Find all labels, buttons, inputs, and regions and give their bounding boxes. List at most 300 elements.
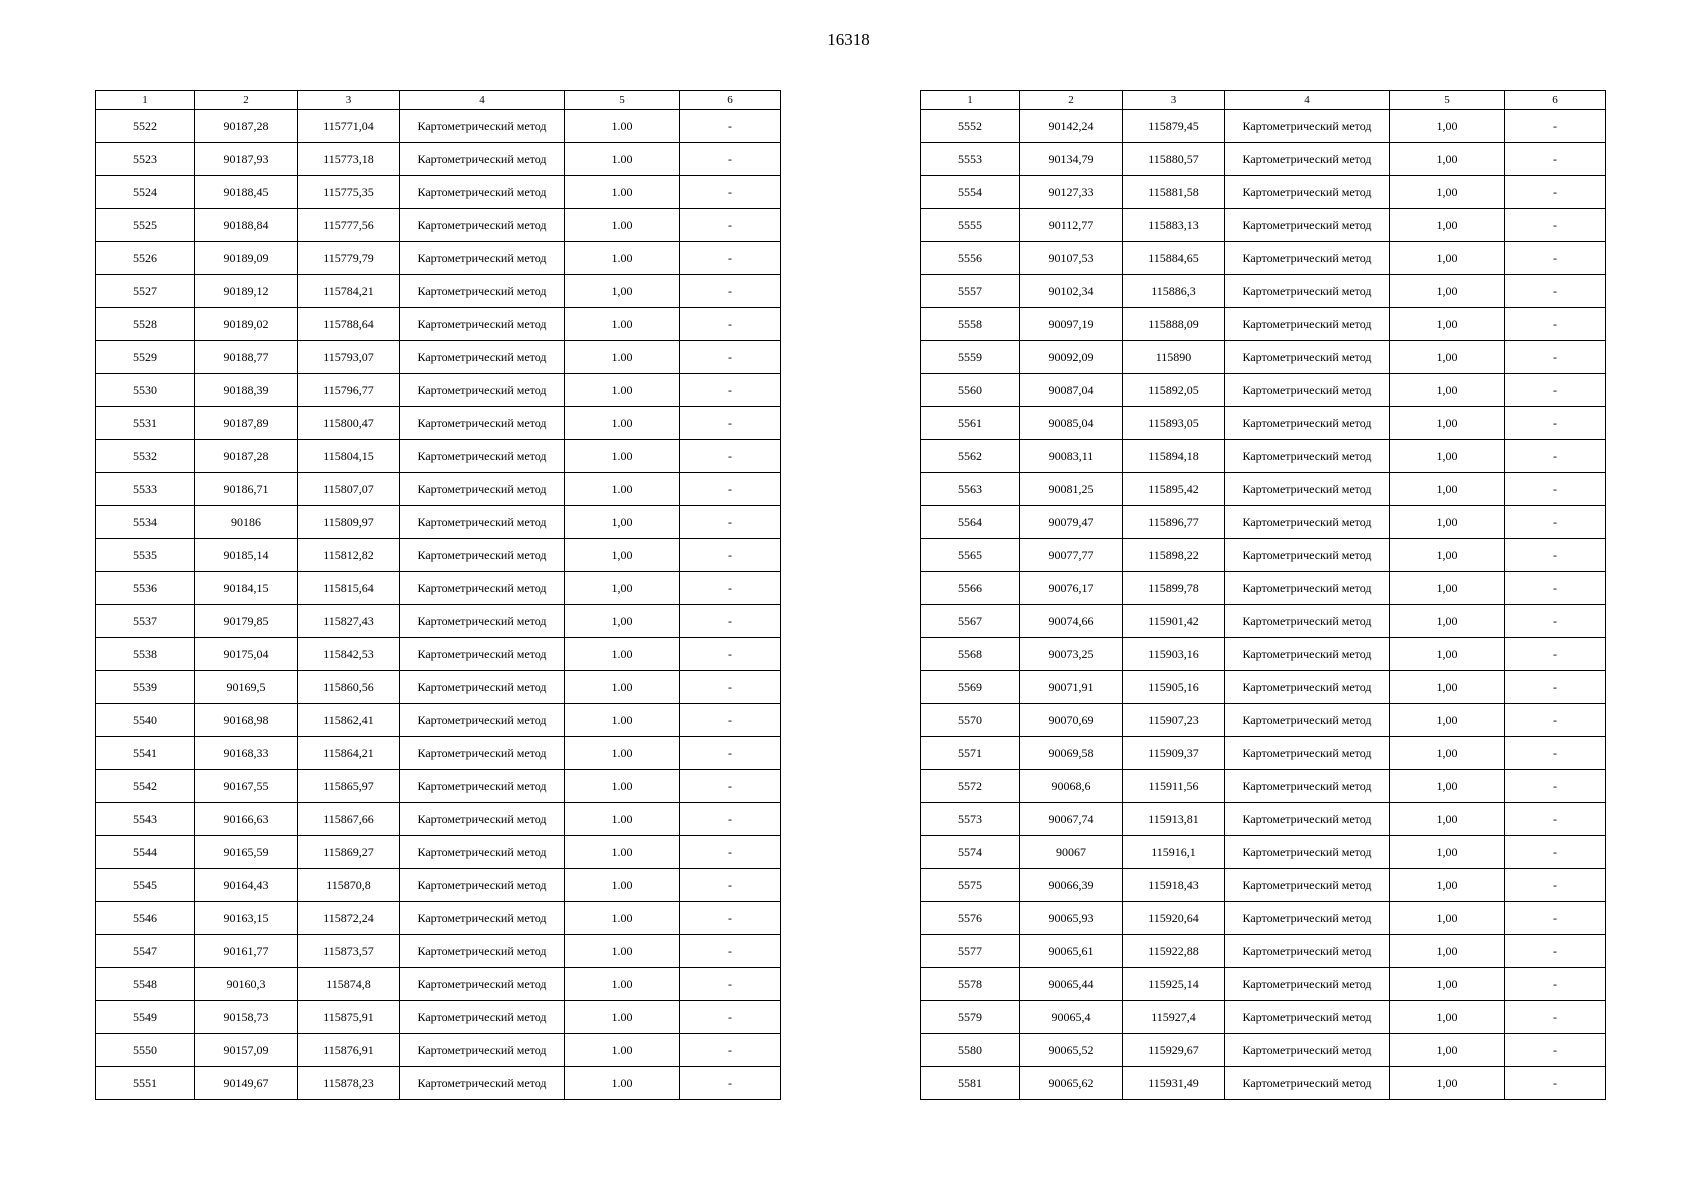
point-number-cell: 5522 bbox=[96, 110, 195, 143]
accuracy-cell: 1,00 bbox=[1390, 407, 1505, 440]
accuracy-cell: 1,00 bbox=[565, 605, 680, 638]
table-row bbox=[96, 605, 781, 638]
method-cell: Картометрический метод bbox=[1225, 638, 1390, 671]
accuracy-cell: 1,00 bbox=[1390, 572, 1505, 605]
accuracy-cell: 1.00 bbox=[565, 209, 680, 242]
table-row bbox=[921, 737, 1606, 770]
note-cell: - bbox=[1505, 308, 1606, 341]
y-coordinate-cell: 115784,21 bbox=[298, 275, 400, 308]
point-number-cell: 5529 bbox=[96, 341, 195, 374]
note-cell: - bbox=[680, 737, 781, 770]
table-row bbox=[96, 902, 781, 935]
point-number-cell: 5548 bbox=[96, 968, 195, 1001]
point-number-cell: 5532 bbox=[96, 440, 195, 473]
note-cell: - bbox=[680, 407, 781, 440]
table-row bbox=[96, 374, 781, 407]
table-row bbox=[96, 935, 781, 968]
accuracy-cell: 1,00 bbox=[1390, 341, 1505, 374]
table-row bbox=[921, 671, 1606, 704]
x-coordinate-cell: 90074,66 bbox=[1020, 605, 1123, 638]
x-coordinate-cell: 90142,24 bbox=[1020, 110, 1123, 143]
x-coordinate-cell: 90071,91 bbox=[1020, 671, 1123, 704]
point-number-cell: 5569 bbox=[921, 671, 1020, 704]
x-coordinate-cell: 90076,17 bbox=[1020, 572, 1123, 605]
note-cell: - bbox=[680, 209, 781, 242]
note-cell: - bbox=[680, 902, 781, 935]
accuracy-cell: 1.00 bbox=[565, 242, 680, 275]
point-number-cell: 5546 bbox=[96, 902, 195, 935]
note-cell: - bbox=[680, 110, 781, 143]
y-coordinate-cell: 115862,41 bbox=[298, 704, 400, 737]
y-coordinate-cell: 115892,05 bbox=[1123, 374, 1225, 407]
note-cell: - bbox=[1505, 869, 1606, 902]
x-coordinate-cell: 90168,98 bbox=[195, 704, 298, 737]
column-header: 6 bbox=[1505, 91, 1606, 110]
note-cell: - bbox=[680, 704, 781, 737]
table-row bbox=[921, 638, 1606, 671]
accuracy-cell: 1,00 bbox=[1390, 143, 1505, 176]
y-coordinate-cell: 115901,42 bbox=[1123, 605, 1225, 638]
method-cell: Картометрический метод bbox=[1225, 770, 1390, 803]
y-coordinate-cell: 115807,07 bbox=[298, 473, 400, 506]
note-cell: - bbox=[680, 869, 781, 902]
note-cell: - bbox=[1505, 1001, 1606, 1034]
method-cell: Картометрический метод bbox=[1225, 1001, 1390, 1034]
accuracy-cell: 1,00 bbox=[1390, 836, 1505, 869]
table-row bbox=[921, 1034, 1606, 1067]
point-number-cell: 5560 bbox=[921, 374, 1020, 407]
x-coordinate-cell: 90092,09 bbox=[1020, 341, 1123, 374]
x-coordinate-cell: 90127,33 bbox=[1020, 176, 1123, 209]
x-coordinate-cell: 90112,77 bbox=[1020, 209, 1123, 242]
table-row bbox=[921, 803, 1606, 836]
point-number-cell: 5534 bbox=[96, 506, 195, 539]
y-coordinate-cell: 115896,77 bbox=[1123, 506, 1225, 539]
x-coordinate-cell: 90163,15 bbox=[195, 902, 298, 935]
note-cell: - bbox=[1505, 803, 1606, 836]
x-coordinate-cell: 90189,09 bbox=[195, 242, 298, 275]
y-coordinate-cell: 115771,04 bbox=[298, 110, 400, 143]
accuracy-cell: 1.00 bbox=[565, 407, 680, 440]
note-cell: - bbox=[680, 1067, 781, 1100]
table-row bbox=[96, 770, 781, 803]
method-cell: Картометрический метод bbox=[400, 1034, 565, 1067]
accuracy-cell: 1.00 bbox=[565, 1034, 680, 1067]
table-row bbox=[921, 440, 1606, 473]
accuracy-cell: 1,00 bbox=[1390, 539, 1505, 572]
x-coordinate-cell: 90149,67 bbox=[195, 1067, 298, 1100]
method-cell: Картометрический метод bbox=[400, 275, 565, 308]
point-number-cell: 5566 bbox=[921, 572, 1020, 605]
accuracy-cell: 1,00 bbox=[1390, 275, 1505, 308]
accuracy-cell: 1,00 bbox=[565, 506, 680, 539]
x-coordinate-cell: 90085,04 bbox=[1020, 407, 1123, 440]
x-coordinate-cell: 90102,34 bbox=[1020, 275, 1123, 308]
y-coordinate-cell: 115777,56 bbox=[298, 209, 400, 242]
method-cell: Картометрический метод bbox=[400, 473, 565, 506]
method-cell: Картометрический метод bbox=[1225, 374, 1390, 407]
accuracy-cell: 1.00 bbox=[565, 968, 680, 1001]
y-coordinate-cell: 115920,64 bbox=[1123, 902, 1225, 935]
method-cell: Картометрический метод bbox=[400, 407, 565, 440]
y-coordinate-cell: 115879,45 bbox=[1123, 110, 1225, 143]
method-cell: Картометрический метод bbox=[400, 110, 565, 143]
accuracy-cell: 1.00 bbox=[565, 308, 680, 341]
table-row bbox=[96, 737, 781, 770]
note-cell: - bbox=[1505, 671, 1606, 704]
table-row bbox=[921, 143, 1606, 176]
point-number-cell: 5536 bbox=[96, 572, 195, 605]
point-number-cell: 5574 bbox=[921, 836, 1020, 869]
method-cell: Картометрический метод bbox=[1225, 143, 1390, 176]
method-cell: Картометрический метод bbox=[1225, 506, 1390, 539]
accuracy-cell: 1,00 bbox=[1390, 1034, 1505, 1067]
point-number-cell: 5568 bbox=[921, 638, 1020, 671]
x-coordinate-cell: 90097,19 bbox=[1020, 308, 1123, 341]
note-cell: - bbox=[680, 770, 781, 803]
x-coordinate-cell: 90186 bbox=[195, 506, 298, 539]
method-cell: Картометрический метод bbox=[400, 968, 565, 1001]
x-coordinate-cell: 90175,04 bbox=[195, 638, 298, 671]
note-cell: - bbox=[680, 1001, 781, 1034]
method-cell: Картометрический метод bbox=[400, 308, 565, 341]
x-coordinate-cell: 90077,77 bbox=[1020, 539, 1123, 572]
x-coordinate-cell: 90188,39 bbox=[195, 374, 298, 407]
x-coordinate-cell: 90189,02 bbox=[195, 308, 298, 341]
accuracy-cell: 1,00 bbox=[1390, 242, 1505, 275]
point-number-cell: 5535 bbox=[96, 539, 195, 572]
column-header: 6 bbox=[680, 91, 781, 110]
accuracy-cell: 1,00 bbox=[1390, 935, 1505, 968]
header-row bbox=[96, 91, 781, 110]
accuracy-cell: 1.00 bbox=[565, 803, 680, 836]
point-number-cell: 5558 bbox=[921, 308, 1020, 341]
method-cell: Картометрический метод bbox=[400, 1001, 565, 1034]
method-cell: Картометрический метод bbox=[400, 836, 565, 869]
point-number-cell: 5564 bbox=[921, 506, 1020, 539]
point-number-cell: 5559 bbox=[921, 341, 1020, 374]
y-coordinate-cell: 115931,49 bbox=[1123, 1067, 1225, 1100]
accuracy-cell: 1.00 bbox=[565, 902, 680, 935]
note-cell: - bbox=[680, 143, 781, 176]
note-cell: - bbox=[1505, 704, 1606, 737]
point-number-cell: 5544 bbox=[96, 836, 195, 869]
method-cell: Картометрический метод bbox=[400, 737, 565, 770]
y-coordinate-cell: 115873,57 bbox=[298, 935, 400, 968]
note-cell: - bbox=[1505, 935, 1606, 968]
x-coordinate-cell: 90079,47 bbox=[1020, 506, 1123, 539]
point-number-cell: 5553 bbox=[921, 143, 1020, 176]
x-coordinate-cell: 90179,85 bbox=[195, 605, 298, 638]
y-coordinate-cell: 115893,05 bbox=[1123, 407, 1225, 440]
method-cell: Картометрический метод bbox=[400, 935, 565, 968]
point-number-cell: 5554 bbox=[921, 176, 1020, 209]
header-row bbox=[921, 91, 1606, 110]
note-cell: - bbox=[1505, 506, 1606, 539]
table-row bbox=[96, 407, 781, 440]
method-cell: Картометрический метод bbox=[400, 638, 565, 671]
y-coordinate-cell: 115865,97 bbox=[298, 770, 400, 803]
point-number-cell: 5525 bbox=[96, 209, 195, 242]
table-row bbox=[96, 671, 781, 704]
accuracy-cell: 1.00 bbox=[565, 143, 680, 176]
accuracy-cell: 1.00 bbox=[565, 176, 680, 209]
table-row bbox=[96, 539, 781, 572]
accuracy-cell: 1,00 bbox=[1390, 209, 1505, 242]
x-coordinate-cell: 90065,62 bbox=[1020, 1067, 1123, 1100]
table-row bbox=[96, 176, 781, 209]
y-coordinate-cell: 115793,07 bbox=[298, 341, 400, 374]
x-coordinate-cell: 90166,63 bbox=[195, 803, 298, 836]
point-number-cell: 5539 bbox=[96, 671, 195, 704]
x-coordinate-cell: 90157,09 bbox=[195, 1034, 298, 1067]
y-coordinate-cell: 115800,47 bbox=[298, 407, 400, 440]
table-row bbox=[921, 902, 1606, 935]
note-cell: - bbox=[1505, 374, 1606, 407]
y-coordinate-cell: 115860,56 bbox=[298, 671, 400, 704]
accuracy-cell: 1,00 bbox=[1390, 671, 1505, 704]
table-row bbox=[96, 143, 781, 176]
point-number-cell: 5531 bbox=[96, 407, 195, 440]
x-coordinate-cell: 90065,52 bbox=[1020, 1034, 1123, 1067]
table-row bbox=[921, 770, 1606, 803]
point-number-cell: 5570 bbox=[921, 704, 1020, 737]
accuracy-cell: 1.00 bbox=[565, 935, 680, 968]
point-number-cell: 5538 bbox=[96, 638, 195, 671]
accuracy-cell: 1,00 bbox=[1390, 440, 1505, 473]
note-cell: - bbox=[1505, 638, 1606, 671]
y-coordinate-cell: 115815,64 bbox=[298, 572, 400, 605]
y-coordinate-cell: 115918,43 bbox=[1123, 869, 1225, 902]
method-cell: Картометрический метод bbox=[1225, 869, 1390, 902]
note-cell: - bbox=[1505, 440, 1606, 473]
method-cell: Картометрический метод bbox=[1225, 968, 1390, 1001]
note-cell: - bbox=[1505, 407, 1606, 440]
method-cell: Картометрический метод bbox=[1225, 572, 1390, 605]
note-cell: - bbox=[1505, 737, 1606, 770]
x-coordinate-cell: 90083,11 bbox=[1020, 440, 1123, 473]
method-cell: Картометрический метод bbox=[1225, 242, 1390, 275]
accuracy-cell: 1,00 bbox=[1390, 110, 1505, 143]
y-coordinate-cell: 115898,22 bbox=[1123, 539, 1225, 572]
page-number: 16318 bbox=[827, 30, 870, 49]
note-cell: - bbox=[1505, 539, 1606, 572]
method-cell: Картометрический метод bbox=[400, 704, 565, 737]
point-number-cell: 5541 bbox=[96, 737, 195, 770]
method-cell: Картометрический метод bbox=[400, 902, 565, 935]
note-cell: - bbox=[1505, 836, 1606, 869]
y-coordinate-cell: 115925,14 bbox=[1123, 968, 1225, 1001]
point-number-cell: 5576 bbox=[921, 902, 1020, 935]
method-cell: Картометрический метод bbox=[1225, 176, 1390, 209]
method-cell: Картометрический метод bbox=[400, 1067, 565, 1100]
y-coordinate-cell: 115907,23 bbox=[1123, 704, 1225, 737]
x-coordinate-cell: 90081,25 bbox=[1020, 473, 1123, 506]
method-cell: Картометрический метод bbox=[400, 176, 565, 209]
note-cell: - bbox=[1505, 968, 1606, 1001]
x-coordinate-cell: 90187,93 bbox=[195, 143, 298, 176]
x-coordinate-cell: 90184,15 bbox=[195, 572, 298, 605]
y-coordinate-cell: 115890 bbox=[1123, 341, 1225, 374]
column-header: 4 bbox=[1225, 91, 1390, 110]
method-cell: Картометрический метод bbox=[1225, 110, 1390, 143]
point-number-cell: 5552 bbox=[921, 110, 1020, 143]
column-header: 1 bbox=[921, 91, 1020, 110]
y-coordinate-cell: 115927,4 bbox=[1123, 1001, 1225, 1034]
x-coordinate-cell: 90167,55 bbox=[195, 770, 298, 803]
column-header: 5 bbox=[1390, 91, 1505, 110]
x-coordinate-cell: 90107,53 bbox=[1020, 242, 1123, 275]
y-coordinate-cell: 115870,8 bbox=[298, 869, 400, 902]
x-coordinate-cell: 90069,58 bbox=[1020, 737, 1123, 770]
table-row bbox=[921, 1001, 1606, 1034]
method-cell: Картометрический метод bbox=[1225, 539, 1390, 572]
method-cell: Картометрический метод bbox=[1225, 473, 1390, 506]
note-cell: - bbox=[1505, 1067, 1606, 1100]
table-row bbox=[96, 968, 781, 1001]
method-cell: Картометрический метод bbox=[1225, 1067, 1390, 1100]
y-coordinate-cell: 115779,79 bbox=[298, 242, 400, 275]
table-row bbox=[921, 1067, 1606, 1100]
point-number-cell: 5562 bbox=[921, 440, 1020, 473]
point-number-cell: 5572 bbox=[921, 770, 1020, 803]
point-number-cell: 5567 bbox=[921, 605, 1020, 638]
y-coordinate-cell: 115922,88 bbox=[1123, 935, 1225, 968]
point-number-cell: 5565 bbox=[921, 539, 1020, 572]
point-number-cell: 5561 bbox=[921, 407, 1020, 440]
y-coordinate-cell: 115895,42 bbox=[1123, 473, 1225, 506]
y-coordinate-cell: 115775,35 bbox=[298, 176, 400, 209]
method-cell: Картометрический метод bbox=[1225, 902, 1390, 935]
table-row bbox=[96, 869, 781, 902]
x-coordinate-cell: 90188,84 bbox=[195, 209, 298, 242]
y-coordinate-cell: 115884,65 bbox=[1123, 242, 1225, 275]
x-coordinate-cell: 90188,45 bbox=[195, 176, 298, 209]
table-row bbox=[921, 374, 1606, 407]
y-coordinate-cell: 115773,18 bbox=[298, 143, 400, 176]
coordinates-table-left bbox=[95, 90, 781, 1100]
accuracy-cell: 1,00 bbox=[1390, 1001, 1505, 1034]
point-number-cell: 5577 bbox=[921, 935, 1020, 968]
note-cell: - bbox=[1505, 572, 1606, 605]
method-cell: Картометрический метод bbox=[1225, 935, 1390, 968]
method-cell: Картометрический метод bbox=[400, 539, 565, 572]
accuracy-cell: 1.00 bbox=[565, 1001, 680, 1034]
x-coordinate-cell: 90134,79 bbox=[1020, 143, 1123, 176]
note-cell: - bbox=[680, 275, 781, 308]
note-cell: - bbox=[1505, 473, 1606, 506]
table-body bbox=[96, 110, 781, 1100]
accuracy-cell: 1.00 bbox=[565, 704, 680, 737]
accuracy-cell: 1,00 bbox=[1390, 968, 1505, 1001]
point-number-cell: 5547 bbox=[96, 935, 195, 968]
x-coordinate-cell: 90189,12 bbox=[195, 275, 298, 308]
method-cell: Картометрический метод bbox=[400, 803, 565, 836]
note-cell: - bbox=[680, 242, 781, 275]
table-row bbox=[921, 110, 1606, 143]
point-number-cell: 5542 bbox=[96, 770, 195, 803]
point-number-cell: 5579 bbox=[921, 1001, 1020, 1034]
x-coordinate-cell: 90065,4 bbox=[1020, 1001, 1123, 1034]
x-coordinate-cell: 90087,04 bbox=[1020, 374, 1123, 407]
note-cell: - bbox=[1505, 341, 1606, 374]
method-cell: Картометрический метод bbox=[1225, 803, 1390, 836]
accuracy-cell: 1,00 bbox=[1390, 770, 1505, 803]
method-cell: Картометрический метод bbox=[1225, 671, 1390, 704]
table-row bbox=[96, 341, 781, 374]
method-cell: Картометрический метод bbox=[400, 506, 565, 539]
x-coordinate-cell: 90161,77 bbox=[195, 935, 298, 968]
y-coordinate-cell: 115788,64 bbox=[298, 308, 400, 341]
point-number-cell: 5530 bbox=[96, 374, 195, 407]
method-cell: Картометрический метод bbox=[1225, 275, 1390, 308]
y-coordinate-cell: 115911,56 bbox=[1123, 770, 1225, 803]
note-cell: - bbox=[1505, 209, 1606, 242]
point-number-cell: 5533 bbox=[96, 473, 195, 506]
accuracy-cell: 1.00 bbox=[565, 473, 680, 506]
point-number-cell: 5550 bbox=[96, 1034, 195, 1067]
y-coordinate-cell: 115916,1 bbox=[1123, 836, 1225, 869]
column-header: 2 bbox=[195, 91, 298, 110]
point-number-cell: 5528 bbox=[96, 308, 195, 341]
method-cell: Картометрический метод bbox=[400, 143, 565, 176]
note-cell: - bbox=[1505, 110, 1606, 143]
column-header: 4 bbox=[400, 91, 565, 110]
x-coordinate-cell: 90186,71 bbox=[195, 473, 298, 506]
table-row bbox=[96, 275, 781, 308]
x-coordinate-cell: 90066,39 bbox=[1020, 869, 1123, 902]
x-coordinate-cell: 90185,14 bbox=[195, 539, 298, 572]
accuracy-cell: 1,00 bbox=[1390, 869, 1505, 902]
table-row bbox=[921, 308, 1606, 341]
point-number-cell: 5543 bbox=[96, 803, 195, 836]
table-row bbox=[96, 1001, 781, 1034]
table-row bbox=[921, 341, 1606, 374]
x-coordinate-cell: 90187,28 bbox=[195, 440, 298, 473]
note-cell: - bbox=[1505, 770, 1606, 803]
y-coordinate-cell: 115883,13 bbox=[1123, 209, 1225, 242]
column-header: 1 bbox=[96, 91, 195, 110]
method-cell: Картометрический метод bbox=[1225, 704, 1390, 737]
point-number-cell: 5524 bbox=[96, 176, 195, 209]
column-header: 3 bbox=[1123, 91, 1225, 110]
point-number-cell: 5523 bbox=[96, 143, 195, 176]
y-coordinate-cell: 115809,97 bbox=[298, 506, 400, 539]
accuracy-cell: 1,00 bbox=[565, 275, 680, 308]
table-row bbox=[96, 1067, 781, 1100]
accuracy-cell: 1,00 bbox=[1390, 605, 1505, 638]
note-cell: - bbox=[1505, 242, 1606, 275]
note-cell: - bbox=[680, 440, 781, 473]
accuracy-cell: 1,00 bbox=[1390, 506, 1505, 539]
point-number-cell: 5557 bbox=[921, 275, 1020, 308]
y-coordinate-cell: 115874,8 bbox=[298, 968, 400, 1001]
x-coordinate-cell: 90169,5 bbox=[195, 671, 298, 704]
y-coordinate-cell: 115881,58 bbox=[1123, 176, 1225, 209]
note-cell: - bbox=[1505, 605, 1606, 638]
note-cell: - bbox=[680, 308, 781, 341]
x-coordinate-cell: 90065,44 bbox=[1020, 968, 1123, 1001]
accuracy-cell: 1,00 bbox=[1390, 374, 1505, 407]
point-number-cell: 5555 bbox=[921, 209, 1020, 242]
method-cell: Картометрический метод bbox=[400, 605, 565, 638]
note-cell: - bbox=[680, 935, 781, 968]
table-row bbox=[921, 539, 1606, 572]
table-row bbox=[921, 407, 1606, 440]
accuracy-cell: 1.00 bbox=[565, 836, 680, 869]
method-cell: Картометрический метод bbox=[400, 209, 565, 242]
y-coordinate-cell: 115796,77 bbox=[298, 374, 400, 407]
